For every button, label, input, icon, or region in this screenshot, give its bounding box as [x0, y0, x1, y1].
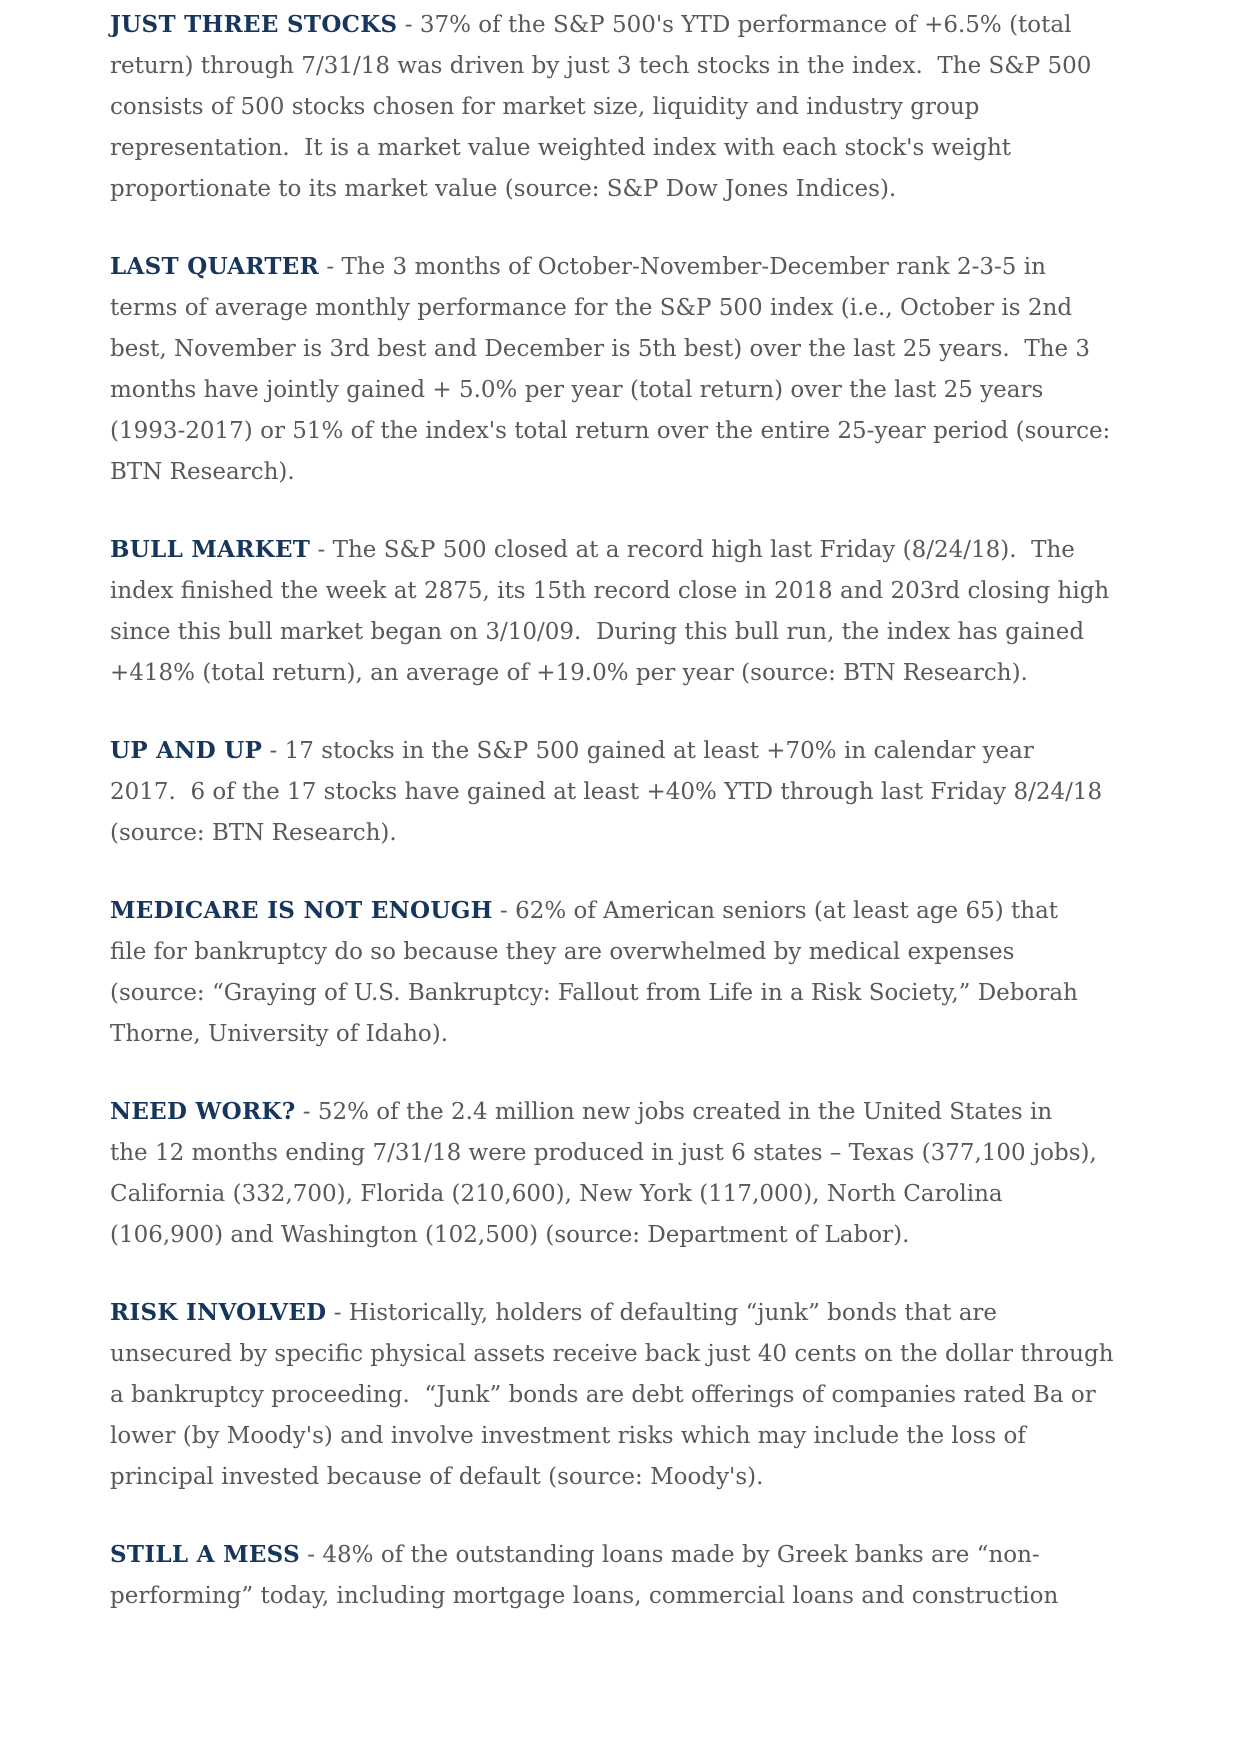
section-medicare-is-not-enough — [110, 890, 1150, 1055]
paragraph-line: BTN Research). — [110, 459, 295, 485]
paragraph-line: a bankruptcy proceeding. “Junk” bonds are debt offerings of companies rated Ba or — [110, 1382, 1096, 1408]
paragraph-line: (source: “Graying of U.S. Bankruptcy: Fallout from Life in a Risk Society,” Deborah — [110, 980, 1078, 1006]
paragraph-line: UP AND UP - 17 stocks in the S&P 500 gained at least +70% in calendar year — [110, 737, 1034, 764]
paragraph-line: lower (by Moody's) and involve investment risks which may include the loss of — [110, 1423, 1026, 1449]
paragraph-line: best, November is 3rd best and December is 5th best) over the last 25 years. The 3 — [110, 336, 1091, 362]
section-heading: NEED WORK? — [110, 1098, 296, 1125]
paragraph-line: LAST QUARTER - The 3 months of October-November-December rank 2-3-5 in — [110, 253, 1046, 280]
paragraph-line: JUST THREE STOCKS - 37% of the S&P 500's YTD performance of +6.5% (total — [110, 11, 1072, 38]
paragraph-line: consists of 500 stocks chosen for market size, liquidity and industry group — [110, 94, 980, 120]
paragraph-line: (source: BTN Research). — [110, 820, 397, 846]
section-heading: JUST THREE STOCKS — [110, 11, 398, 38]
section-still-a-mess — [110, 1534, 1150, 1617]
section-up-and-up — [110, 730, 1150, 854]
paragraph-line: STILL A MESS - 48% of the outstanding loans made by Greek banks are “non- — [110, 1541, 1040, 1568]
paragraph-line: return) through 7/31/18 was driven by just 3 tech stocks in the index. The S&P 500 — [110, 53, 1092, 79]
paragraph-line: proportionate to its market value (source: S&P Dow Jones Indices). — [110, 176, 897, 202]
section-last-quarter — [110, 246, 1150, 493]
paragraph-line: California (332,700), Florida (210,600), New York (117,000), North Carolina — [110, 1181, 1003, 1207]
paragraph-line: since this bull market began on 3/10/09. During this bull run, the index has gained — [110, 619, 1085, 645]
paragraph-line: RISK INVOLVED - Historically, holders of defaulting “junk” bonds that are — [110, 1299, 998, 1326]
section-heading: MEDICARE IS NOT ENOUGH — [110, 897, 493, 924]
section-bull-market — [110, 529, 1150, 694]
paragraph-line: principal invested because of default (source: Moody's). — [110, 1464, 764, 1490]
paragraph-line: index finished the week at 2875, its 15th record close in 2018 and 203rd closing high — [110, 578, 1110, 604]
paragraph-line: +418% (total return), an average of +19.0% per year (source: BTN Research). — [110, 660, 1028, 686]
paragraph-line: 2017. 6 of the 17 stocks have gained at least +40% YTD through last Friday 8/24/18 — [110, 779, 1103, 805]
paragraph-line: MEDICARE IS NOT ENOUGH - 62% of American seniors (at least age 65) that — [110, 897, 1059, 924]
paragraph-line: terms of average monthly performance for the S&P 500 index (i.e., October is 2nd — [110, 295, 1073, 321]
paragraph-line: file for bankruptcy do so because they are overwhelmed by medical expenses — [110, 939, 1015, 965]
paragraph-line: Thorne, University of Idaho). — [110, 1021, 449, 1047]
paragraph-line: (1993-2017) or 51% of the index's total return over the entire 25-year period (source: — [110, 418, 1111, 444]
section-heading: BULL MARKET — [110, 536, 311, 563]
paragraph-line: months have jointly gained + 5.0% per year (total return) over the last 25 years — [110, 377, 1044, 403]
section-heading: RISK INVOLVED — [110, 1299, 327, 1326]
paragraph-line: NEED WORK? - 52% of the 2.4 million new jobs created in the United States in — [110, 1098, 1053, 1125]
section-heading: LAST QUARTER — [110, 253, 320, 280]
paragraph-line: performing” today, including mortgage loans, commercial loans and construction — [110, 1583, 1059, 1609]
paragraph-line: representation. It is a market value weighted index with each stock's weight — [110, 135, 1012, 161]
paragraph-line: unsecured by specific physical assets receive back just 40 cents on the dollar through — [110, 1341, 1114, 1367]
paragraph-line: BULL MARKET - The S&P 500 closed at a record high last Friday (8/24/18). The — [110, 536, 1075, 563]
section-heading: STILL A MESS — [110, 1541, 300, 1568]
paragraph-line: the 12 months ending 7/31/18 were produced in just 6 states – Texas (377,100 jobs), — [110, 1140, 1097, 1166]
section-just-three-stocks — [110, 4, 1150, 210]
section-risk-involved — [110, 1292, 1150, 1498]
paragraph-line: (106,900) and Washington (102,500) (source: Department of Labor). — [110, 1222, 910, 1248]
section-need-work — [110, 1091, 1150, 1256]
section-heading: UP AND UP — [110, 737, 263, 764]
